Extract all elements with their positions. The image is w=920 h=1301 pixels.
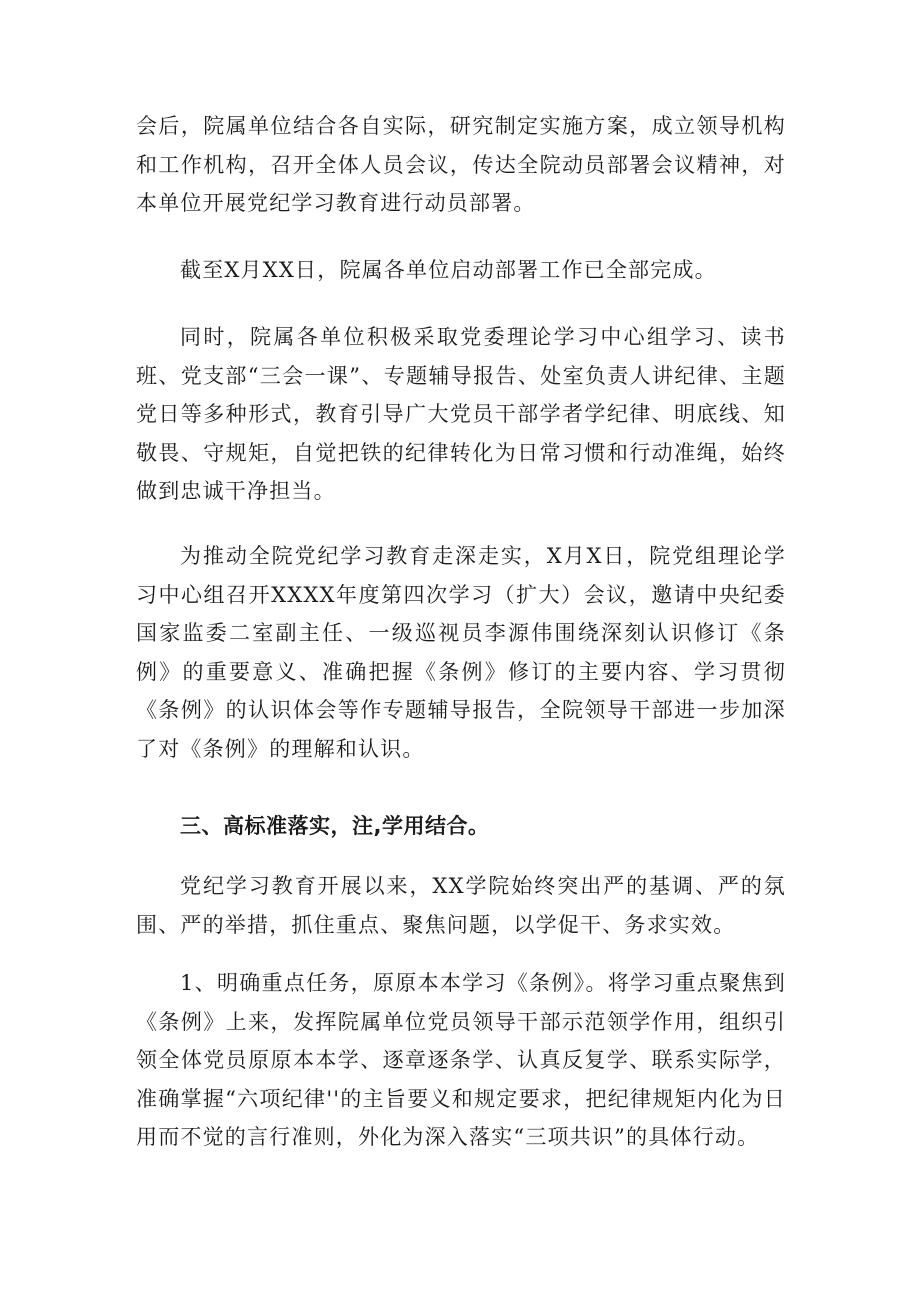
paragraph-deadline: 截至X月XX日，院属各单位启动部署工作已全部完成。 <box>180 258 717 282</box>
paragraph-key-tasks: 1、明确重点任务，原原本本学习《条例》。将学习重点聚焦到《条例》上来，发挥院属单位党员领导干部示范领学作用，组织引领全体党员原原本本学、逐章逐条学、认真反复学、联系实际学，准确掌握“六项纪律''的主旨要义和规定要求，把纪律规矩内化为日用而不觉的言行准则，外化为深入落实“三项共识”的具体行动。 <box>136 971 786 1149</box>
paragraph-theory-study: 为推动全院党纪学习教育走深走实，X月X日，院党组理论学习中心组召开XXXX年度第四次学习（扩大）会议，邀请中央纪委国家监委二室副主任、一级巡视员李源伟围绕深刻认识修订《条例》的重要意义、准确把握《条例》修订的主要内容、学习贯彻《条例》的认识体会等作专题辅导报告，全院领导干部进一步加深了对《条例》的理解和认识。 <box>136 544 786 761</box>
paragraph-since-launch: 党纪学习教育开展以来，XX学院始终突出严的基调、严的氛围、严的举措，抓住重点、聚焦问题，以学促干、务求实效。 <box>136 874 786 937</box>
paragraph-study-forms: 同时，院属各单位积极采取党委理论学习中心组学习、读书班、党支部“三会一课”、专题辅导报告、处室负责人讲纪律、主题党日等多种形式，教育引导广大党员干部学者学纪律、明底线、知敬畏、守规矩，自觉把铁的纪律转化为日常习惯和行动准绳，始终做到忠诚干净担当。 <box>136 325 786 503</box>
section-heading-3: 三、高标准落实，注,学用结合。 <box>180 814 490 838</box>
paragraph-meeting-followup: 会后，院属单位结合各自实际，研究制定实施方案，成立领导机构和工作机构，召开全体人员会议，传达全院动员部署会议精神，对本单位开展党纪学习教育进行动员部署。 <box>136 114 786 215</box>
